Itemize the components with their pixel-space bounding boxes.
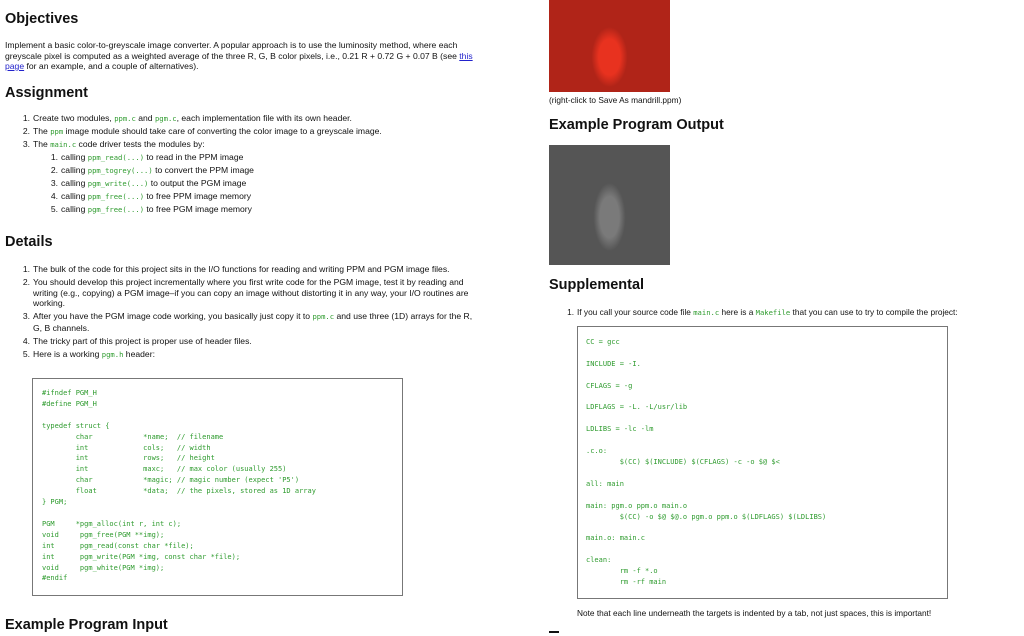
- item-text: The: [33, 139, 51, 149]
- item-text: , each implementation file with its own header.: [176, 113, 352, 123]
- item-text: You should develop this project incrementally where you first write code for the PGM image, test it by reading and writing (e.g., copying) a PGM image–if you can copy an image without distorting it in any way, your I/O routines are working.: [33, 276, 469, 309]
- makefile-code-block: [577, 326, 948, 599]
- list-item: [18, 138, 488, 151]
- code-main-c: main.c: [50, 140, 77, 149]
- code-pgm-c: pgm.c: [154, 114, 177, 123]
- item-text: to read in the PPM image: [144, 152, 244, 162]
- details-list: [18, 264, 483, 360]
- assignment-list: [18, 112, 488, 216]
- item-text: that you can use to try to compile the project:: [790, 307, 958, 317]
- sub-list-item: [46, 190, 488, 203]
- item-text: and use three (1D) arrays for the R, G, B channels.: [33, 311, 473, 333]
- item-number: 5.: [22, 348, 30, 359]
- list-item: [18, 277, 483, 309]
- objectives-text-b: for an example, and a couple of alternatives).: [24, 61, 199, 71]
- item-number: 3.: [22, 139, 30, 149]
- item-text: Create two modules,: [33, 113, 115, 123]
- save-as-caption: (right-click to Save As mandrill.ppm): [549, 95, 682, 105]
- list-item: [18, 125, 488, 138]
- item-number: 5.: [50, 204, 58, 214]
- list-item: [18, 112, 488, 125]
- sub-list-item: [46, 203, 488, 216]
- code-ppm: ppm: [50, 127, 64, 136]
- sub-list-item: [46, 177, 488, 190]
- code-pgm-h: pgm.h: [101, 349, 124, 359]
- details-heading: Details: [5, 234, 53, 250]
- item-text: calling: [61, 191, 88, 201]
- example-input-heading: Example Program Input: [5, 617, 168, 633]
- item-text: The bulk of the code for this project sits in the I/O functions for reading and writing PPM and PGM image files.: [33, 264, 450, 274]
- mandrill-color-image[interactable]: [549, 0, 670, 92]
- pgm-h-code: #ifndef PGM_H #define PGM_H typedef struct { char *name; // filename int cols; // width int rows; // height int maxc; // max color (usually 255) char *magic; // magic number (expect 'P5') float *data; // the pixels, stored as 1D array } PGM; PGM *pgm_alloc(int r, int c); void pgm_free(PGM **img); int pgm_read(const char *file); int pgm_write(PGM *img, const char *file); void pgm_white(PGM *img); #endif: [42, 389, 316, 583]
- code-call: ppm_free(...): [87, 192, 145, 201]
- objectives-text: [5, 40, 475, 72]
- item-text: to free PGM image memory: [144, 204, 252, 214]
- item-text: here is a: [719, 307, 756, 317]
- sub-list: [18, 151, 488, 216]
- assignment-heading: Assignment: [5, 85, 88, 101]
- supplemental-item: [562, 307, 1024, 319]
- objectives-heading: Objectives: [5, 11, 79, 27]
- item-text: to free PPM image memory: [144, 191, 252, 201]
- item-text: image module should take care of converting the color image to a greyscale image.: [63, 126, 382, 136]
- item-text: calling: [61, 178, 88, 188]
- item-text: After you have the PGM image code working, you basically just copy it to: [33, 311, 313, 322]
- objectives-text-a: Implement a basic color-to-greyscale image converter. A popular approach is to use the luminosity method, where each greyscale pixel is computed as a weighted average of the three R, G, B color pixels, i.e., 0.21 R + 0.72 G + 0.07 B (see: [5, 40, 460, 61]
- item-number: 1.: [50, 152, 58, 162]
- example-output-heading: Example Program Output: [549, 117, 724, 133]
- supplemental-heading: Supplemental: [549, 277, 645, 293]
- next-heading-cutoff: [549, 631, 589, 636]
- item-number: 4.: [50, 191, 58, 201]
- item-number: 2.: [22, 126, 30, 136]
- list-item: [18, 311, 483, 334]
- item-number: 2.: [50, 165, 58, 175]
- item-number: 2.: [22, 276, 30, 287]
- code-ppm-c: ppm.c: [114, 114, 136, 123]
- list-item: [18, 336, 483, 347]
- item-text: If you call your source code file: [577, 307, 694, 317]
- item-number: 1.: [22, 264, 30, 274]
- item-text: calling: [61, 165, 88, 175]
- code-ppm-c: ppm.c: [312, 312, 335, 322]
- item-number: 3.: [50, 178, 58, 188]
- list-item: [18, 264, 483, 275]
- code-makefile: Makefile: [755, 308, 791, 317]
- code-call: pgm_free(...): [87, 205, 145, 214]
- item-text: and: [135, 113, 155, 123]
- item-text: code driver tests the modules by:: [76, 139, 205, 149]
- item-number: 3.: [22, 311, 30, 322]
- item-number: 4.: [22, 335, 30, 346]
- list-item: [18, 349, 483, 361]
- code-call: ppm_togrey(...): [87, 166, 153, 175]
- pgm-h-code-block: [32, 378, 403, 596]
- code-main-c: main.c: [693, 308, 720, 317]
- item-number: 1.: [567, 307, 574, 317]
- item-text: The: [33, 126, 51, 136]
- sub-list-item: [46, 151, 488, 164]
- item-text: Here is a working: [33, 348, 102, 359]
- item-text: header:: [123, 348, 155, 359]
- makefile-code: CC = gcc INCLUDE = -I. CFLAGS = -g LDFLAGS = -L. -L/usr/lib LDLIBS = -lc -lm .c.o: $(CC) $(INCLUDE) $(CFLAGS) -c -o $@ $< all: main main: pgm.o ppm.o main.o $(CC) -o $@ $@.o pgm.o ppm.o $(LDFLAGS) $(LDLIBS) main.o: main.c clean: rm -f *.o rm -rf main: [586, 338, 827, 586]
- item-text: calling: [61, 204, 88, 214]
- item-text: to output the PGM image: [148, 178, 247, 188]
- item-text: calling: [61, 152, 88, 162]
- this-page-link[interactable]: this page: [5, 50, 473, 71]
- item-text: to convert the PPM image: [152, 165, 254, 175]
- mandrill-greyscale-image: [549, 145, 670, 265]
- sub-list-item: [46, 164, 488, 177]
- item-text: The tricky part of this project is proper use of header files.: [33, 335, 252, 346]
- code-call: pgm_write(...): [87, 179, 149, 188]
- item-number: 1.: [22, 113, 30, 123]
- tab-note: Note that each line underneath the targets is indented by a tab, not just spaces, this is important!: [577, 608, 932, 618]
- code-call: ppm_read(...): [87, 153, 145, 162]
